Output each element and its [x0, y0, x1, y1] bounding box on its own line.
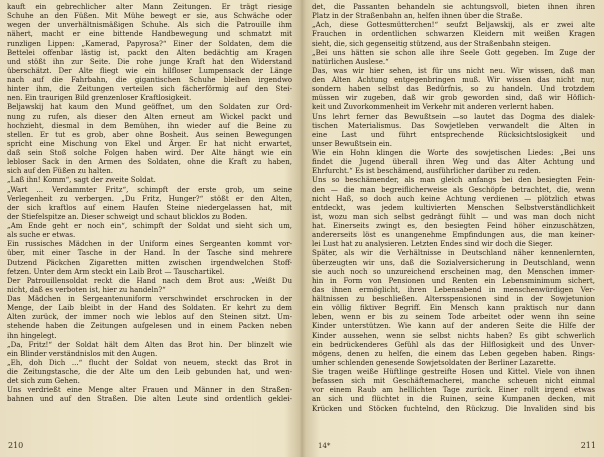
- text-line: „Da, Fritz!“ der Soldat hält dem Alten das Brot hin. Der blinzelt wie: [7, 339, 292, 349]
- text-line: nähert, macht er eine bittende Handbewegung und schmatzt mit: [7, 29, 292, 39]
- text-line: stellen. Er tut es grob, aber ohne Bosheit. Aus seinen Bewegungen: [7, 129, 292, 139]
- text-line: kauft ein gebrechlicher alter Mann Zeitungen. Er trägt riesige: [7, 2, 292, 11]
- text-line: nach auf die Fahrbahn, die gigantischen Schuhe bleiben irgendwo: [7, 75, 292, 84]
- text-line: die Zeitungstasche, die der Alte um den Leib gebunden hat, und wen-: [7, 367, 292, 376]
- text-line: Platz in der Straßenbahn an, helfen ihnen über die Straße.: [312, 11, 523, 21]
- text-line: überzeugten wir uns, daß die Sozialversicherung in Deutschland, wenn: [312, 257, 595, 267]
- text-line: ist, wozu man sich selbst gedrängt fühlt — und was man doch nicht: [312, 211, 595, 221]
- text-line: und stößt ihn zur Seite. Die rohe junge Kraft hat den Widerstand: [7, 56, 292, 66]
- text-line: Der Patrouillensoldat reckt die Hand nach dem Brot aus: „Weißt Du: [7, 275, 292, 285]
- text-line: nicht, daß es verboten ist, hier zu handeln?“: [7, 284, 166, 294]
- text-line: fetzen. Unter dem Arm steckt ein Laib Brot — Tauschartikel.: [7, 266, 225, 276]
- text-line: als suche er etwas.: [7, 230, 76, 240]
- text-line: findet die Jugend überall ihren Weg und das Alter Achtung und: [312, 157, 595, 167]
- text-line: der Stiefelspitze an. Dieser schweigt und schaut blicklos zu Boden.: [7, 211, 248, 221]
- text-line: wegen der unverhältnismäßigen Schuhe. Als sich die Patrouille ihm: [7, 20, 292, 30]
- text-line: der sich kraftlos auf einem Haufen Steine niedergelassen hat, mit: [7, 202, 292, 212]
- text-line: vor einem Raub am helllichten Tage zurück. Einer rollt irgend etwas: [312, 385, 595, 395]
- text-line: eine Last und führt entsprechende Rücksichtslosigkeit und: [312, 129, 595, 139]
- text-line: Kinder aussehen, wenn sie selbst nichts haben? Es gibt schwerlich: [312, 330, 595, 340]
- text-line: entdeckt, was jedem kultivierten Menschen Selbstverständlichkeit: [312, 202, 595, 212]
- text-line: Uns so beschämender, als man gleich anfangs bei den besiegten Fein-: [312, 175, 595, 185]
- text-line: müssen wir zugeben, daß wir grob geworden sind, daß wir Höflich-: [312, 93, 595, 103]
- right-page-number: 211: [580, 441, 596, 450]
- text-line: Beljawskij hat kaum den Mund geöffnet, um den Soldaten zur Ord-: [7, 102, 292, 112]
- text-line: Das Mädchen in Sergeantenuniform verschwindet erschrocken in der: [7, 294, 292, 303]
- text-line: „Wart ... Verdammter Fritz“, schimpft der erste grob, um seine: [7, 184, 292, 194]
- text-line: das ihnen ermöglicht, ihren Lebensabend in menschenwürdigen Ver-: [312, 284, 595, 294]
- left-page-text: [7, 2, 292, 404]
- text-line: ihn hingelegt.: [7, 330, 57, 340]
- text-line: Wie ein Hohn klingen die Worte des sowjetischen Liedes: „Bei uns: [312, 148, 595, 157]
- text-line: Sie tragen weiße Hüftlinge gestreifte Hosen und Kittel. Viele von ihnen: [312, 367, 595, 376]
- text-line: tischen Materialismus. Das Sowjetleben verwandelt die Alten in: [312, 120, 595, 130]
- text-line: „Ach, diese Gottesmütterchen!“ seufzt Beljawskij, als er zwei alte: [312, 20, 595, 30]
- text-line: Krücken und Stöcken fuchtelnd, den Rückzug. Die Invaliden sind bis: [312, 403, 595, 413]
- text-line: keit und Zuvorkommenheit im Verkehr mit anderen verlernt haben.: [312, 102, 554, 112]
- text-line: ein völlig fiktiver Begriff. Ein Mensch kann praktisch nur dann: [312, 303, 595, 313]
- text-line: Uns lehrt ferner das Bewußtsein —so lautet das Dogma des dialek-: [312, 111, 595, 121]
- text-line: hat. Einerseits zwingt es, den besiegten Feind höher einzuschätzen,: [312, 221, 595, 230]
- text-line: unser Bewußtsein ein.: [312, 138, 392, 148]
- text-line: „Bei uns hätten sie schon alle ihre Seele Gott gegeben. Im Zuge der: [312, 47, 595, 57]
- text-line: sondern haben selbst das Bedürfnis, so zu handeln. Und trotzdem: [312, 84, 595, 94]
- text-line: daß sein Stoß solche Folgen haben wird. Der Alte hängt wie ein: [7, 148, 292, 157]
- text-line: den — die man begreiflicherweise als Geschöpfe betrachtet, die, wenn: [312, 184, 595, 194]
- text-line: den Alten Achtung entgegenbringen muß. Wir wissen das nicht nur,: [312, 75, 595, 84]
- text-line: lei Lust hat zu analysieren. Letzten Endes sind wir doch die Sieger.: [312, 239, 553, 249]
- text-line: ein bedrückenderes Gefühl als das der Hilflosigkeit und des Unver-: [312, 339, 595, 349]
- text-line: „Laß ihn! Komm“, sagt der zweite Soldat.: [7, 175, 156, 185]
- text-line: andererseits löst es unangenehme Empfindungen aus, die man keiner-: [312, 230, 595, 240]
- text-line: spricht eine Mischung von Ekel und Ärger. Er hat nicht erwartet,: [7, 138, 292, 148]
- text-line: sie auch noch so unzureichend erscheinen mag, den Menschen immer-: [312, 266, 595, 276]
- text-line: Alten zurück, der immer noch wie leblos auf den Steinen sitzt. Um-: [7, 312, 292, 322]
- signature-mark: 14*: [318, 442, 331, 450]
- text-line: mögens, denen zu helfen, die einem das Leben gegeben haben. Rings-: [312, 348, 595, 358]
- text-line: Ein russisches Mädchen in der Uniform eines Sergeanten kommt vor-: [7, 239, 292, 249]
- text-line: nicht Haß, so doch auch keine Achtung verdienen — plötzlich etwas: [312, 193, 595, 203]
- text-line: det, die Passanten behandeln sie achtungsvoll, bieten ihnen ihren: [312, 2, 595, 11]
- text-line: Schuhe an den Füßen. Mit Mühe bewegt er sie, aus Schwäche oder: [7, 11, 292, 21]
- text-line: nung zu rufen, als dieser den Alten erneut am Wickel packt und: [7, 111, 292, 121]
- text-line: befassen sich mit Geschäftemacherei, manche scheuen nicht einmal: [312, 376, 595, 386]
- left-page-number: 210: [8, 441, 24, 450]
- text-line: überschätzt. Der Alte fliegt wie ein hilfloser Lumpensack der Länge: [7, 65, 292, 75]
- text-line: Verlegenheit zu verbergen. „Du Fritz, Hunger?“ stößt er den Alten,: [7, 193, 292, 203]
- text-line: leben, wenn er bis zu seinem Tode arbeitet oder wenn ihn seine: [312, 312, 595, 322]
- text-line: „Am Ende geht er noch ein“, schimpft der Soldat und sieht sich um,: [7, 221, 292, 230]
- text-line: bahnen und auf den Straßen. Die alten Leute sind ordentlich geklei-: [7, 394, 292, 404]
- text-line: Dutzend Päckchen Zigaretten mitten zwischen irgendwelchen Stoff-: [7, 257, 292, 267]
- text-line: Uns verdrießt eine Menge alter Frauen und Männer in den Straßen-: [7, 385, 292, 395]
- text-line: Ehrfurcht.“ Es ist beschämend, ausführlicher darüber zu reden.: [312, 166, 541, 176]
- text-line: Frauchen in ordentlichen schwarzen Kleidern mit weißen Kragen: [312, 29, 595, 39]
- text-line: umher schlenden genesende Sowjetsoldaten der Berliner Lazarette.: [312, 357, 556, 367]
- text-line: hochzieht, diesmal in dem Bemühen, ihn wieder auf die Beine zu: [7, 120, 292, 130]
- text-line: hinter ihm, die Zeitungen verteilen sich fächerförmig auf den Stei-: [7, 84, 292, 94]
- right-page: [304, 0, 604, 457]
- text-line: hältnissen zu beschließen. Altersspensionen sind in der Sowjetunion: [312, 294, 595, 303]
- text-line: Menge, der Laib bleibt in der Hand des Soldaten. Er kehrt zu dem: [7, 303, 292, 313]
- text-line: sich auf den Füßen zu halten.: [7, 166, 113, 176]
- text-line: nen. Ein traurigen Bild grenzenloser Kraftlosigkeit.: [7, 93, 192, 103]
- text-line: an sich und flüchtet in die Ruinen, seine Kumpanen decken, mit: [312, 394, 595, 404]
- text-line: runzligen Lippen: „Kamerad, Papyrosa?“ Einer der Soldaten, dem die: [7, 38, 292, 48]
- right-page-text: [312, 2, 595, 413]
- text-line: sieht, die, sich gegenseitig stützend, aus der Straßenbahn steigen.: [312, 38, 551, 48]
- text-line: Das, was wir hier sehen, ist für uns nicht neu. Wir wissen, daß man: [312, 65, 595, 75]
- text-line: Kinder unterstützen. Wie kann auf der anderen Seite die Hilfe der: [312, 321, 595, 331]
- text-line: ein Blinder verständnislos mit den Augen.: [7, 348, 158, 358]
- text-line: hin in Form von Pensionen und Renten ein Lebensminimum sichert,: [312, 275, 595, 285]
- text-line: stehende haben die Zeitungen aufgelesen und in einem Packen neben: [7, 321, 292, 331]
- text-line: det sich zum Gehen.: [7, 376, 80, 386]
- text-line: „Eh, doh Dich ...“ flucht der Soldat von neuem, steckt das Brot in: [7, 357, 292, 367]
- text-line: Bettelei offenbar lästig ist, packt den Alten bedächtig am Kragen: [7, 47, 292, 57]
- text-line: über, mit einer Tasche in der Hand. In der Tasche sind mehrere: [7, 248, 292, 258]
- text-line: Später, als wir die Verhältnisse in Deutschland näher kennenlernten,: [312, 248, 595, 258]
- text-line: natürlichen Auslese.“: [312, 56, 389, 66]
- text-line: lebloser Sack in den Armen des Soldaten, ohne die Kraft zu haben,: [7, 157, 292, 167]
- left-page: [0, 0, 300, 457]
